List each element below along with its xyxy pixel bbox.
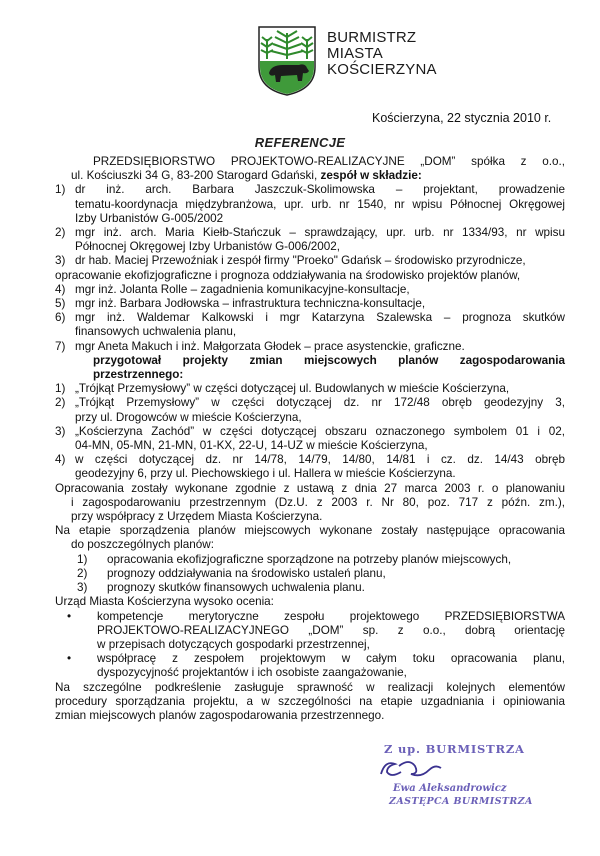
prepared-heading-cont: przestrzennego: [93, 368, 184, 382]
closing-text: zmian miejscowych planów zagospodarowania przestrzennego. [55, 708, 385, 722]
list-item [55, 382, 565, 396]
list-number: 2) [55, 226, 66, 240]
law-text: i zagospodarowaniu przestrzennym (Dz.U. z 2003 r. Nr 80, poz. 717 z późn. zm.), [71, 495, 565, 509]
stamp-signatory-role: ZASTĘPCA BURMISTRZA [389, 796, 533, 807]
list-number: 3) [55, 424, 66, 438]
issuer-line: KOŚCIERZYNA [327, 61, 437, 78]
list-item [55, 311, 565, 339]
list-text: mgr inż. Jolanta Rolle – zagadnienia komunikacyjne-konsultacje, [75, 282, 410, 296]
law-text: przy współpracy z Urzędem Miasta Kościerzyna. [71, 510, 323, 524]
assessment-intro: Urząd Miasta Kościerzyna wysoko ocenia: [55, 595, 274, 609]
list-number: 3) [77, 581, 88, 595]
list-text: w części dotyczącej dz. nr 14/78, 14/79, 14/80, 14/81 i cz. dz. 14/43 obręb [75, 453, 565, 467]
handwritten-signature-icon [375, 752, 455, 784]
list-item [55, 581, 565, 595]
list-number: 5) [55, 297, 66, 311]
stage-text: do poszczególnych planów: [71, 538, 214, 552]
closing-text: procedury sporządzania projektu, a w szczególności na etapie uzgadniania i opiniowania [55, 694, 565, 708]
list-item [55, 553, 565, 567]
list-text: „Kościerzyna Zachód” w części dotyczącej obszaru oznaczonego symbolem 01 i 02, [75, 424, 565, 438]
list-text: dyspozycyjność projektantów i ich osobiste zaangażowanie, [97, 666, 407, 680]
list-text: przy ul. Drogowców w mieście Kościerzyna, [75, 410, 302, 424]
list-number: 1) [77, 552, 88, 566]
list-text: geodezyjny 6, przy ul. Piechowskiego i ul. Hallera w mieście Kościerzyna. [75, 467, 456, 481]
list-text: 04-MN, 05-MN, 21-MN, 01-KX, 22-U, 14-UZ w mieście Kościerzyna, [75, 439, 428, 453]
list-text: mgr inż. Barbara Jodłowska – infrastruktura techniczna-konsultacje, [75, 297, 426, 311]
list-item [55, 226, 565, 254]
list-number: 6) [55, 311, 66, 325]
assessment-list [55, 610, 565, 681]
list-item [55, 652, 565, 680]
list-number: 3) [55, 254, 66, 268]
company-line: PRZEDSIĘBIORSTWO PROJEKTOWO-REALIZACYJNE „DOM” spółka z o.o., [93, 155, 565, 168]
list-number: 4) [55, 282, 66, 296]
list-text: finansowych uchwalenia planu, [75, 325, 237, 339]
team-list [55, 183, 565, 353]
list-text: „Trójkąt Przemysłowy” w części dotyczącej dz. nr 172/48 obręb geodezyjny 3, [75, 396, 565, 410]
stage-text: Na etapie sporządzenia planów miejscowych wykonane zostały następujące opracowania [55, 524, 565, 538]
bullet-icon: • [67, 609, 72, 623]
list-text: mgr inż. arch. Maria Kiełb-Stańczuk – sprawdzający, upr. urb. nr 1334/93, nr wpisu [75, 226, 565, 240]
list-text: mgr inż. Waldemar Kalkowski i mgr Katarzyna Szalewska – prognoza skutków [75, 311, 565, 325]
law-text: Opracowania zostały wykonane zgodnie z ustawą z dnia 27 marca 2003 r. o planowaniu [55, 481, 565, 495]
list-text: Izby Urbanistów G-005/2002 [75, 211, 224, 225]
closing-text: Na szczególne podkreślenie zasługuje sprawność w realizacji kolejnych elementów [55, 680, 565, 694]
list-text: prognozy skutków finansowych uchwalenia planu. [107, 581, 365, 595]
stamp-authority: Z up. BURMISTRZA [384, 742, 525, 756]
list-number: 2) [55, 396, 66, 410]
list-text: opracowanie ekofizjograficzne i prognoza oddziaływania na środowisko projektów planów, [55, 268, 521, 282]
issuer-line: MIASTA [327, 45, 383, 62]
list-item [55, 567, 565, 581]
issuer-line: BURMISTRZ [327, 29, 417, 46]
list-item [55, 283, 565, 297]
list-text: dr inż. arch. Barbara Jaszczuk-Skolimowska – projektant, prowadzenie [75, 183, 565, 197]
prepared-heading: przygotował projekty zmian miejscowych planów zagospodarowania [93, 353, 565, 367]
list-item [55, 610, 565, 653]
list-item [55, 453, 565, 481]
list-number: 4) [55, 453, 66, 467]
list-item [55, 297, 565, 311]
issuer-name [327, 30, 437, 78]
stamp-signatory-name: Ewa Aleksandrowicz [393, 783, 507, 794]
list-text: Północnej Okręgowej Izby Urbanistów G-006/2002, [75, 240, 341, 254]
list-item [55, 425, 565, 453]
list-text: dr hab. Maciej Przewoźniak i zespół firmy "Proeko" Gdańsk – środowisko przyrodnicze, [75, 254, 526, 268]
list-text: współpracę z zespołem projektowym w całym toku opracowania planu, [97, 652, 565, 666]
list-text: kompetencje merytoryczne zespołu projektowego PRZEDSIĘBIORSTWA [97, 609, 565, 623]
letter-body [55, 155, 565, 723]
list-item [55, 254, 565, 268]
document-title: REFERENCJE [254, 135, 346, 150]
list-number: 2) [77, 566, 88, 580]
list-number: 1) [55, 382, 66, 396]
list-text: opracowania ekofizjograficzne sporządzone na potrzeby planów miejscowych, [107, 552, 512, 566]
list-number: 1) [55, 183, 66, 197]
list-number: 7) [55, 339, 66, 353]
company-address [55, 169, 565, 183]
projects-list [55, 382, 565, 481]
bullet-icon: • [67, 652, 72, 666]
place-and-date: Kościerzyna, 22 stycznia 2010 r. [372, 111, 552, 125]
list-item [55, 183, 565, 226]
studies-list [55, 553, 565, 596]
list-text: „Trójkąt Przemysłowy” w części dotyczącej ul. Budowlanych w mieście Kościerzyna, [75, 382, 510, 396]
list-text: tematu-koordynacja międzybranżowa, upr. urb. nr 1540, nr wpisu Północnej Okręgowej [75, 197, 565, 211]
list-text: prognozy oddziaływania na środowisko ustaleń planu, [107, 566, 386, 580]
company-address-text: ul. Kościuszki 34 G, 83-200 Starogard Gdański, [71, 169, 321, 183]
list-text: PROJEKTOWO-REALIZACYJNEGO „DOM” sp. z o.o., dobrą orientację [97, 623, 565, 637]
list-item [55, 396, 565, 424]
list-text: w przepisach dotyczących gospodarki przestrzennej, [97, 637, 370, 651]
team-heading: zespół w składzie: [320, 169, 422, 183]
list-text: mgr Aneta Makuch i inż. Małgorzata Głodek – prace asystenckie, graficzne. [75, 339, 465, 353]
city-coat-of-arms-icon [255, 25, 319, 97]
list-item [55, 340, 565, 354]
